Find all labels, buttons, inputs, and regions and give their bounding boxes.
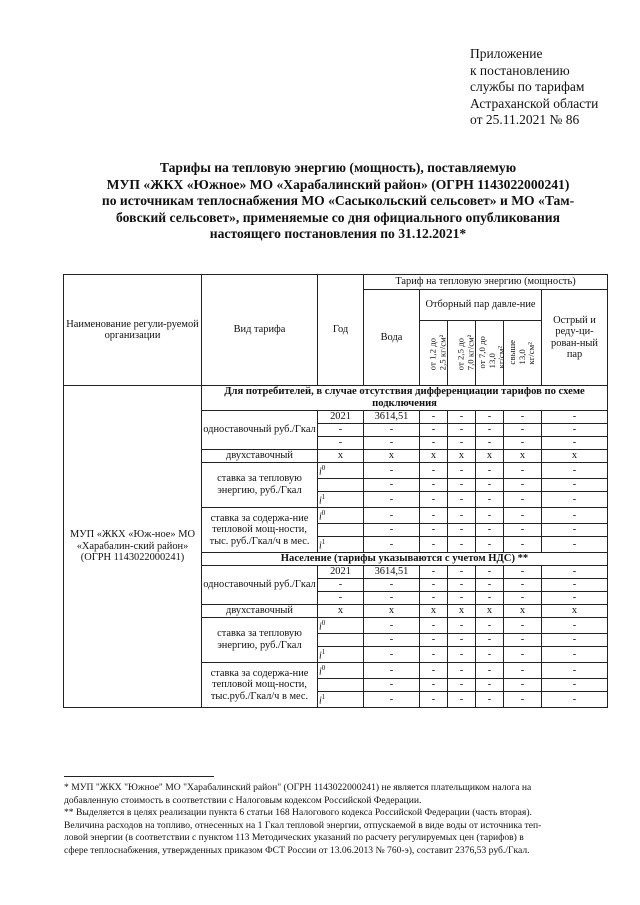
tariff-value-cell: - xyxy=(318,424,364,437)
period-index-cell xyxy=(318,662,364,678)
title-line: МУП «ЖКХ «Южное» МО «Харабалинский район» (ОГРН 1143022000241) xyxy=(106,176,570,192)
tariff-value-cell: - xyxy=(364,617,420,633)
tariff-value-cell: - xyxy=(420,478,448,491)
vertical-label xyxy=(428,335,447,371)
period-index-superscript: 1 xyxy=(321,537,326,546)
footnote-line: сфере теплоснабжения, утвержденных приказом ФСТ России от 13.06.2013 № 760-э), составит 2376,53 руб./Гкал. xyxy=(64,844,530,856)
tariff-value-cell: - xyxy=(448,617,476,633)
tariff-value-cell: - xyxy=(504,523,542,536)
document-title xyxy=(78,160,598,243)
tariff-value-cell: - xyxy=(504,463,542,479)
rate-capacity-label: ставка за содержа-ние тепловой мощ-ности, тыс. руб./Гкал/ч в мес. xyxy=(202,507,318,552)
tariff-value-cell: - xyxy=(504,678,542,691)
header-water: Вода xyxy=(364,290,420,386)
tariff-value-cell: - xyxy=(542,565,608,578)
appendix-line: к постановлению xyxy=(470,62,570,78)
tariff-value-cell: - xyxy=(420,437,448,450)
tariff-value-cell: - xyxy=(448,463,476,479)
tariff-value-cell: - xyxy=(420,578,448,591)
tariff-value-cell: - xyxy=(476,463,504,479)
title-line: по источникам теплоснабжения МО «Сасыкольский сельсовет» и МО «Там- xyxy=(101,193,575,209)
tariff-value-cell: - xyxy=(504,507,542,523)
header-steam-group: Отборный пар давле-ние xyxy=(420,290,542,321)
section-title-row xyxy=(64,386,608,411)
tariff-value-cell: - xyxy=(448,678,476,691)
tariff-value-cell: - xyxy=(542,617,608,633)
tariff-value-cell: - xyxy=(420,536,448,552)
tariff-value-cell: - xyxy=(364,646,420,662)
tariff-value-cell: - xyxy=(420,463,448,479)
tariff-value-cell: - xyxy=(504,691,542,707)
header-steam-1 xyxy=(420,321,448,386)
tariff-value-cell: - xyxy=(364,678,420,691)
vertical-line: кг/см² xyxy=(495,346,506,369)
tariff-value-cell: - xyxy=(476,591,504,604)
header-steam-2 xyxy=(448,321,476,386)
tariff-value-cell: - xyxy=(504,536,542,552)
organization-name: МУП «ЖКХ «Юж-ное» МО «Харабалин-ский район» (ОГРН 1143022000241) xyxy=(64,386,202,708)
tariff-value-cell: - xyxy=(542,478,608,491)
tariff-value-cell: x xyxy=(542,450,608,463)
period-index-cell xyxy=(318,678,364,691)
tariff-value-cell: - xyxy=(420,507,448,523)
tariff-value-cell: x xyxy=(504,604,542,617)
tariff-value-cell: - xyxy=(318,591,364,604)
header-org-name: Наименование регули-руемой организации xyxy=(64,275,202,386)
tariff-value-cell: - xyxy=(476,578,504,591)
tariff-value-cell: - xyxy=(504,633,542,646)
period-index-cell xyxy=(318,617,364,633)
tariff-value-cell: - xyxy=(542,678,608,691)
appendix-line: Приложение xyxy=(470,46,543,61)
tariff-value-cell: - xyxy=(448,565,476,578)
footnote-line: * МУП "ЖКХ "Южное" МО "Харабалинский район" (ОГРН 1143022000241) не является плательщиком налога на xyxy=(64,782,532,793)
tariff-value-cell: x xyxy=(504,450,542,463)
tariff-value-cell: - xyxy=(420,678,448,691)
tariff-value-cell: - xyxy=(542,662,608,678)
vertical-label xyxy=(478,336,507,368)
tariff-value-cell: - xyxy=(476,523,504,536)
section-title: Население (тарифы указываются с учетом НДС) ** xyxy=(202,552,608,565)
tariff-table xyxy=(63,274,608,708)
tariff-value-cell: - xyxy=(448,507,476,523)
tariff-value-cell: - xyxy=(542,591,608,604)
tariff-value-cell: - xyxy=(542,507,608,523)
period-index-cell xyxy=(318,691,364,707)
title-line: настоящего постановления по 31.12.2021* xyxy=(209,226,467,242)
tariff-value-cell: - xyxy=(542,523,608,536)
period-index: i xyxy=(319,621,322,633)
title-line: бовский сельсовет», применяемые со дня официального опубликования xyxy=(116,209,560,225)
tariff-value-cell: - xyxy=(476,536,504,552)
tariff-value-cell: - xyxy=(364,437,420,450)
tariff-value-cell: - xyxy=(542,691,608,707)
tariff-value-cell: - xyxy=(476,424,504,437)
tariff-value-cell: - xyxy=(420,424,448,437)
tariff-value-cell: - xyxy=(542,424,608,437)
period-index: i xyxy=(319,666,322,678)
tariff-value-cell: - xyxy=(542,633,608,646)
period-index: i xyxy=(319,695,322,707)
rate-energy-label: ставка за тепловую энергию, руб./Гкал xyxy=(202,463,318,508)
tariff-value-cell: - xyxy=(476,646,504,662)
footnote-line: добавленную стоимость в соответствии с Налоговым кодексом Российской Федерации. xyxy=(64,794,422,806)
period-index-cell xyxy=(318,633,364,646)
one-part-tariff-label: одноставочный руб./Гкал xyxy=(202,411,318,450)
appendix-block xyxy=(470,46,630,129)
tariff-value-cell: - xyxy=(448,633,476,646)
tariff-value-cell: x xyxy=(542,604,608,617)
tariff-value-cell: 2021 xyxy=(318,565,364,578)
period-index-superscript: 1 xyxy=(321,647,326,656)
title-line: Тарифы на тепловую энергию (мощность), поставляемую xyxy=(159,160,517,175)
tariff-value-cell: - xyxy=(420,591,448,604)
tariff-value-cell: - xyxy=(448,591,476,604)
tariff-value-cell: - xyxy=(476,478,504,491)
tariff-value-cell: - xyxy=(448,437,476,450)
vertical-line: свыше xyxy=(507,340,518,365)
tariff-value-cell: - xyxy=(364,633,420,646)
tariff-value-cell: - xyxy=(476,678,504,691)
rate-energy-label: ставка за тепловую энергию, руб./Гкал xyxy=(202,617,318,662)
tariff-value-cell: - xyxy=(448,662,476,678)
header-tariff-group: Тариф на тепловую энергию (мощность) xyxy=(364,275,608,290)
tariff-value-cell: - xyxy=(364,591,420,604)
footnote-line: ** Выделяется в целях реализации пункта 6 статьи 168 Налогового кодекса Российской Федерации (часть вторая). xyxy=(64,807,532,819)
vertical-label xyxy=(456,335,475,371)
header-steam-4 xyxy=(504,321,542,386)
tariff-value-cell: x xyxy=(476,604,504,617)
tariff-value-cell: - xyxy=(448,646,476,662)
header-sharp-steam: Острый и реду-ци-рован-ный пар xyxy=(542,290,608,386)
tariff-value-cell: - xyxy=(448,523,476,536)
period-index-superscript: 0 xyxy=(321,663,326,672)
tariff-value-cell: - xyxy=(504,478,542,491)
tariff-value-cell: - xyxy=(448,578,476,591)
one-part-tariff-label: одноставочный руб./Гкал xyxy=(202,565,318,604)
period-index-superscript: 0 xyxy=(321,508,326,517)
tariff-value-cell: 3614,51 xyxy=(364,565,420,578)
two-part-tariff-label: двухставочный xyxy=(202,450,318,463)
period-index-superscript: 1 xyxy=(321,492,326,501)
tariff-value-cell: - xyxy=(448,411,476,424)
period-index: i xyxy=(319,540,322,552)
tariff-value-cell: - xyxy=(364,424,420,437)
vertical-line: 7,0 кг/см² xyxy=(464,334,475,371)
header-tariff-type: Вид тарифа xyxy=(202,275,318,386)
tariff-value-cell: - xyxy=(420,617,448,633)
tariff-value-cell: - xyxy=(504,424,542,437)
tariff-value-cell: - xyxy=(420,646,448,662)
footnote-divider xyxy=(64,776,214,777)
period-index-superscript: 0 xyxy=(321,618,326,627)
tariff-value-cell: - xyxy=(542,646,608,662)
tariff-value-cell: - xyxy=(504,411,542,424)
vertical-line: 13,0 xyxy=(516,349,527,365)
tariff-value-cell: - xyxy=(420,662,448,678)
tariff-value-cell: - xyxy=(504,578,542,591)
tariff-value-cell: x xyxy=(364,450,420,463)
period-index-cell xyxy=(318,491,364,507)
tariff-value-cell: - xyxy=(364,536,420,552)
header-year: Год xyxy=(318,275,364,386)
tariff-value-cell: - xyxy=(542,463,608,479)
tariff-value-cell: - xyxy=(504,437,542,450)
tariff-value-cell: - xyxy=(364,691,420,707)
tariff-value-cell: - xyxy=(476,491,504,507)
tariff-value-cell: - xyxy=(476,565,504,578)
tariff-value-cell: - xyxy=(420,411,448,424)
tariff-value-cell: x xyxy=(448,604,476,617)
tariff-value-cell: x xyxy=(364,604,420,617)
header-row xyxy=(64,275,608,290)
tariff-value-cell: x xyxy=(420,450,448,463)
tariff-value-cell: - xyxy=(364,578,420,591)
table-body xyxy=(64,275,608,708)
tariff-value-cell: x xyxy=(476,450,504,463)
tariff-value-cell: - xyxy=(542,437,608,450)
tariff-value-cell: - xyxy=(476,617,504,633)
period-index: i xyxy=(319,495,322,507)
tariff-value-cell: - xyxy=(504,646,542,662)
tariff-value-cell: - xyxy=(364,523,420,536)
vertical-line: кг/см² xyxy=(526,342,537,365)
period-index-cell xyxy=(318,523,364,536)
footnote-line: ловой энергии (в соответствии с пунктом 113 Методических указаний по расчету регулируемых цен (тарифов) в xyxy=(64,832,524,844)
tariff-value-cell: - xyxy=(542,411,608,424)
tariff-value-cell: - xyxy=(504,491,542,507)
vertical-line: 13,0 xyxy=(486,353,497,369)
tariff-value-cell: - xyxy=(476,662,504,678)
tariff-value-cell: x xyxy=(420,604,448,617)
period-index-cell xyxy=(318,478,364,491)
tariff-value-cell: - xyxy=(504,565,542,578)
tariff-value-cell: - xyxy=(420,633,448,646)
period-index: i xyxy=(319,650,322,662)
tariff-value-cell: - xyxy=(448,478,476,491)
tariff-value-cell: - xyxy=(504,662,542,678)
tariff-value-cell: - xyxy=(542,578,608,591)
period-index: i xyxy=(319,466,322,478)
period-index-cell xyxy=(318,463,364,479)
footnote-line: Величина расходов на топливо, отнесенных на 1 Гкал тепловой энергии, отпускаемой в виде воды от источника теп- xyxy=(64,819,542,831)
period-index-superscript: 0 xyxy=(321,464,326,472)
period-index: i xyxy=(319,511,322,523)
tariff-value-cell: x xyxy=(448,450,476,463)
tariff-value-cell: - xyxy=(476,437,504,450)
tariff-value-cell: - xyxy=(364,507,420,523)
tariff-value-cell: - xyxy=(448,536,476,552)
period-index-cell xyxy=(318,536,364,552)
tariff-value-cell: - xyxy=(448,691,476,707)
tariff-value-cell: - xyxy=(318,437,364,450)
tariff-value-cell: - xyxy=(318,578,364,591)
period-index-cell xyxy=(318,507,364,523)
tariff-value-cell: - xyxy=(364,478,420,491)
appendix-line: от 25.11.2021 № 86 xyxy=(470,112,580,127)
tariff-value-cell: - xyxy=(420,691,448,707)
header-steam-3 xyxy=(476,321,504,386)
two-part-tariff-label: двухставочный xyxy=(202,604,318,617)
rate-capacity-label: ставка за содержа-ние тепловой мощ-ности, тыс.руб./Гкал/ч в мес. xyxy=(202,662,318,707)
footnotes xyxy=(64,782,612,858)
tariff-value-cell: - xyxy=(420,565,448,578)
tariff-value-cell: - xyxy=(476,633,504,646)
tariff-value-cell: x xyxy=(318,450,364,463)
vertical-label xyxy=(508,340,537,365)
tariff-value-cell: - xyxy=(420,491,448,507)
tariff-value-cell: - xyxy=(504,617,542,633)
tariff-value-cell: - xyxy=(420,523,448,536)
period-index-cell xyxy=(318,646,364,662)
vertical-line: 2,5 кг/см² xyxy=(436,334,447,371)
vertical-line: от 2,5 до xyxy=(455,337,466,371)
tariff-value-cell: - xyxy=(448,424,476,437)
vertical-line: от 7,0 до xyxy=(476,336,487,369)
tariff-value-cell: - xyxy=(542,491,608,507)
tariff-value-cell: - xyxy=(364,463,420,479)
tariff-value-cell: 2021 xyxy=(318,411,364,424)
appendix-line: службы по тарифам xyxy=(470,79,585,94)
tariff-value-cell: - xyxy=(476,411,504,424)
tariff-value-cell: - xyxy=(476,691,504,707)
tariff-value-cell: - xyxy=(448,491,476,507)
section-title: Для потребителей, в случае отсутствия дифференциации тарифов по схеме подключения xyxy=(202,386,608,411)
period-index-superscript: 1 xyxy=(321,692,326,701)
tariff-value-cell: - xyxy=(364,491,420,507)
vertical-line: от 1,2 до xyxy=(427,337,438,371)
tariff-value-cell: x xyxy=(318,604,364,617)
tariff-value-cell: - xyxy=(542,536,608,552)
tariff-value-cell: - xyxy=(364,662,420,678)
tariff-value-cell: - xyxy=(476,507,504,523)
tariff-value-cell: 3614,51 xyxy=(364,411,420,424)
appendix-line: Астраханской области xyxy=(470,95,599,111)
tariff-value-cell: - xyxy=(504,591,542,604)
